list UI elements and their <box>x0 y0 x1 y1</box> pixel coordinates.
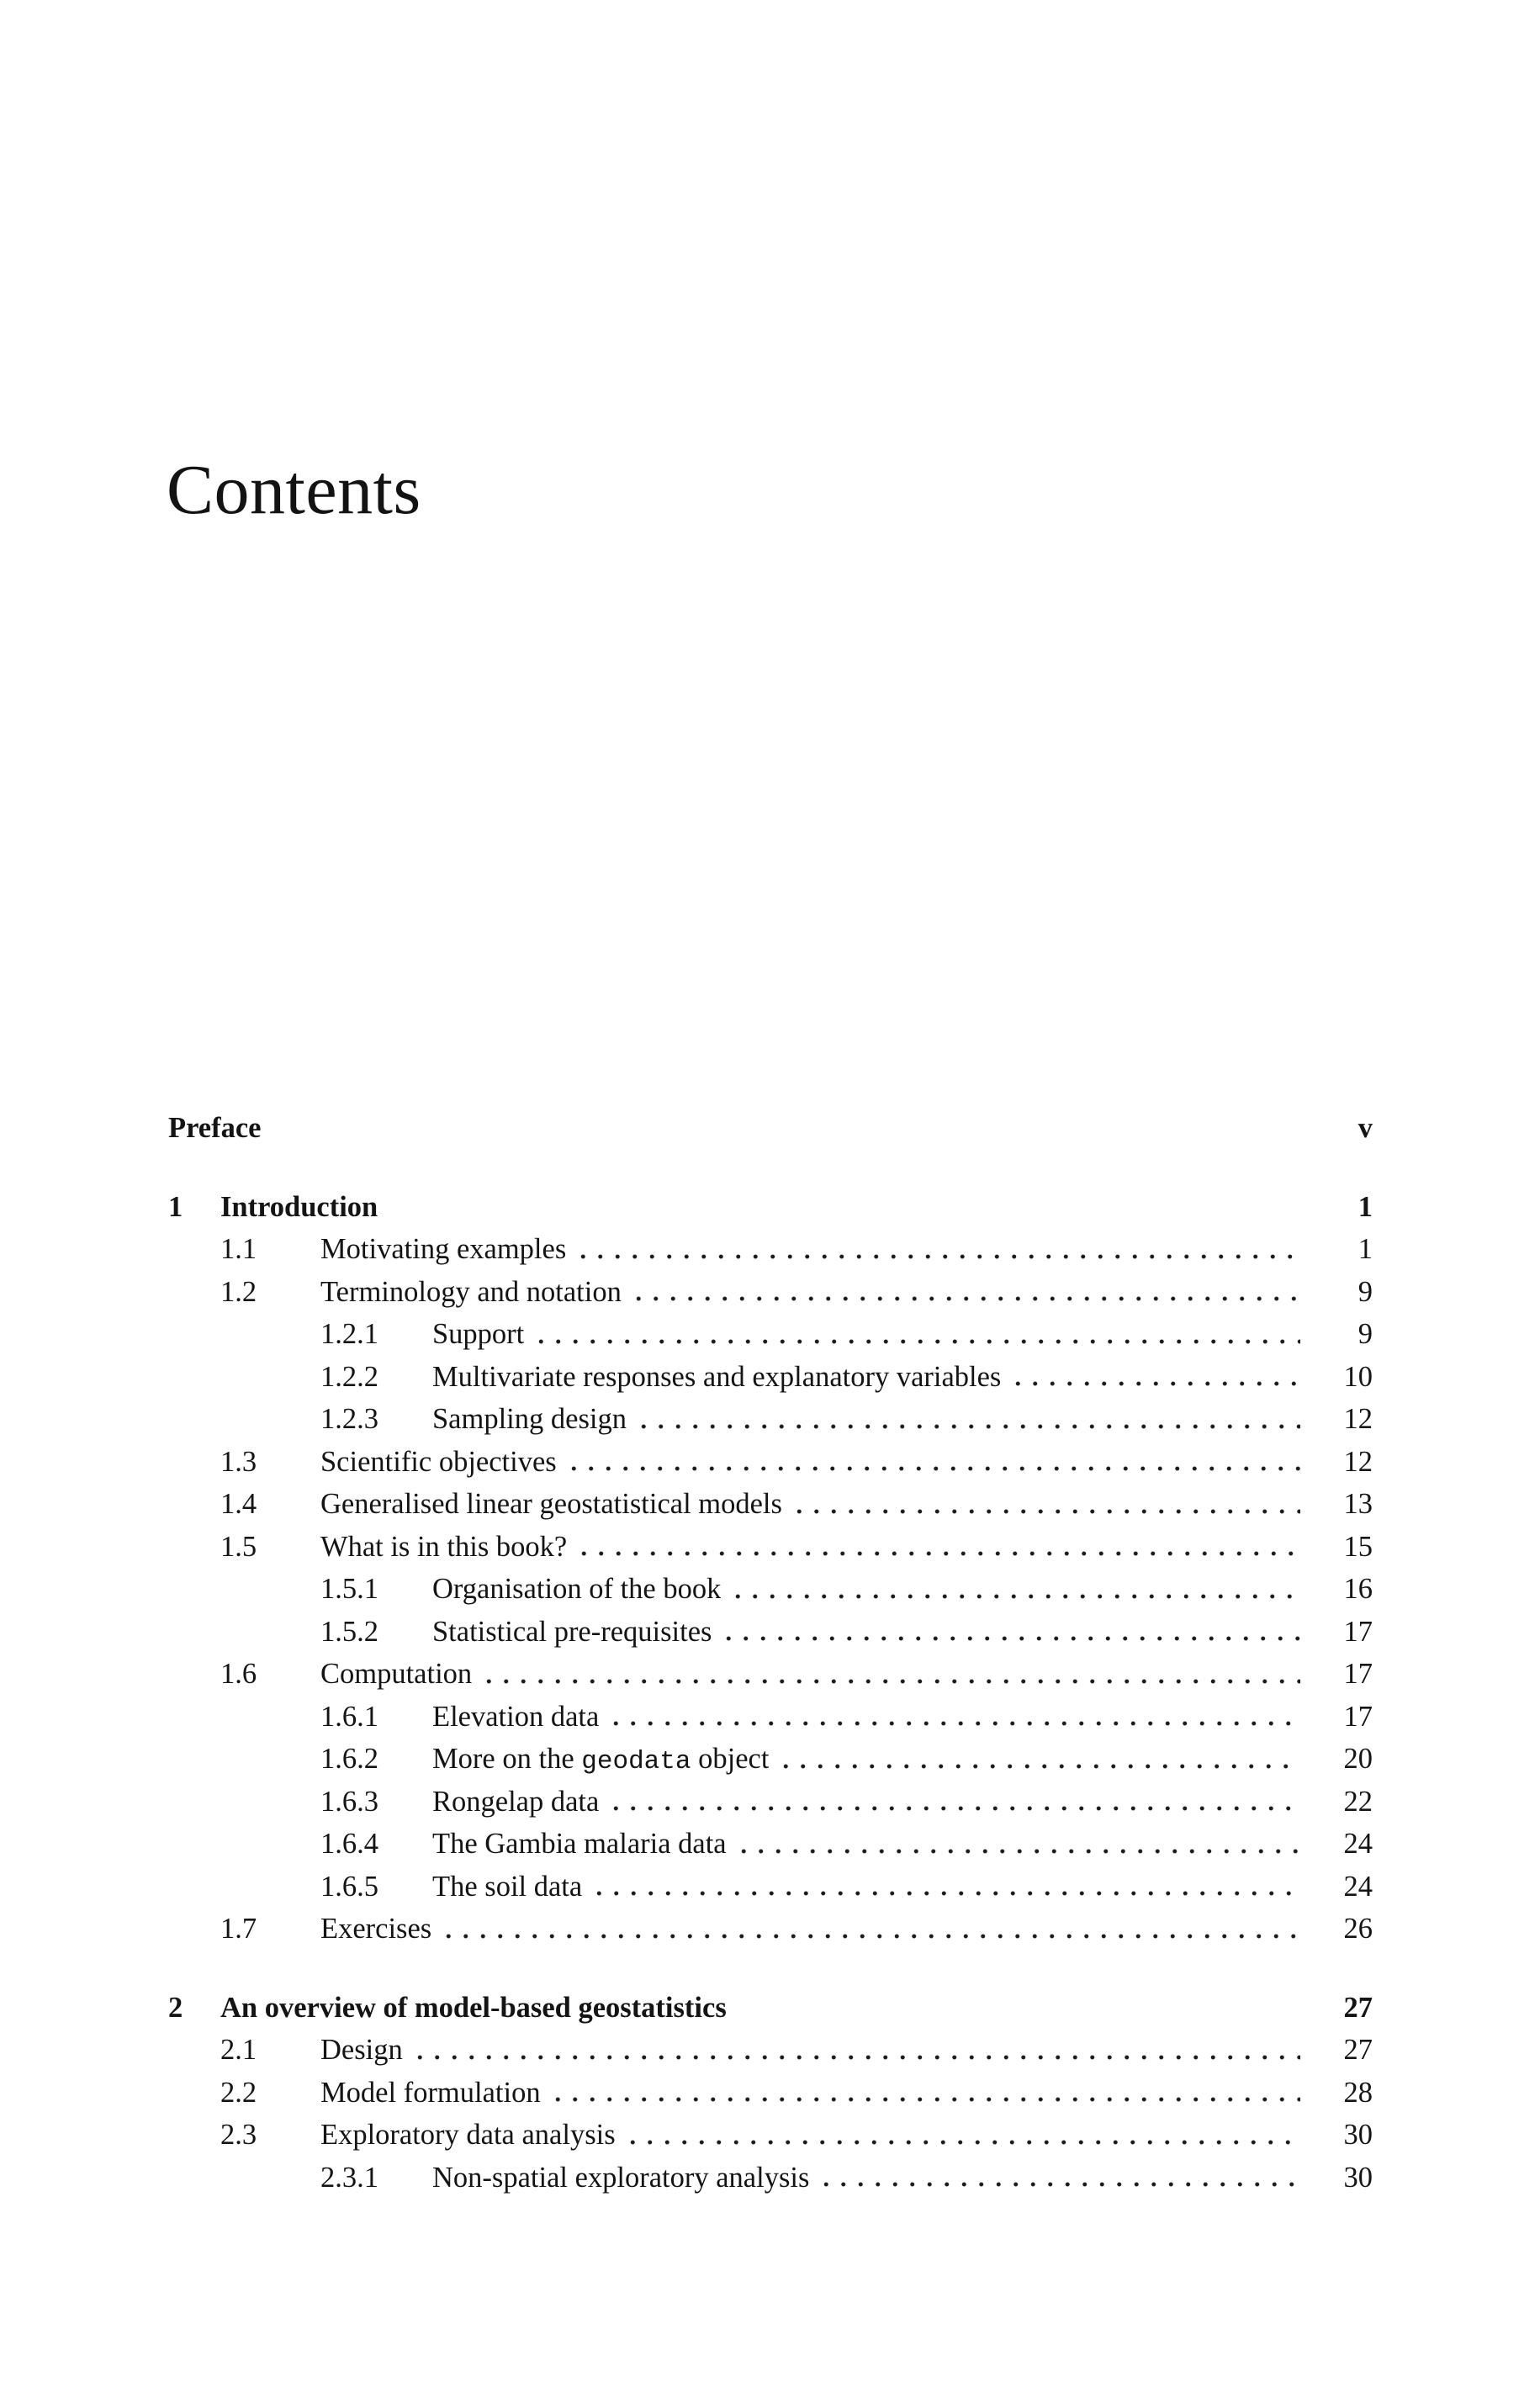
table-of-contents <box>168 1107 1373 2199</box>
toc-entry-title: Elevation data <box>432 1700 600 1733</box>
toc-entry-page: 16 <box>1343 1573 1373 1605</box>
toc-entry-page: 26 <box>1343 1913 1373 1945</box>
toc-entry-title: Multivariate responses and explanatory variables <box>432 1360 1002 1393</box>
toc-entry-number: 2.1 <box>220 2034 257 2066</box>
toc-entry-title: Preface <box>168 1112 262 1144</box>
toc-entry-number: 1.2.3 <box>320 1403 378 1435</box>
toc-entry-page: 17 <box>1343 1615 1373 1648</box>
toc-entry-page: 28 <box>1343 2076 1373 2109</box>
toc-entry <box>168 1398 1373 1441</box>
dot-leader <box>440 1908 1300 1951</box>
toc-entry-number: 1.5.1 <box>320 1573 378 1605</box>
toc-entry <box>168 1356 1373 1399</box>
toc-entry-page: 17 <box>1343 1700 1373 1733</box>
toc-entry-page: 15 <box>1343 1530 1373 1563</box>
toc-entry <box>168 1313 1373 1356</box>
dot-leader <box>635 1398 1300 1441</box>
toc-entry <box>168 1568 1373 1611</box>
contents-heading: Contents <box>167 451 421 529</box>
toc-entry-page: 9 <box>1357 1318 1373 1350</box>
toc-entry-title: Non-spatial exploratory analysis <box>432 2161 810 2194</box>
toc-entry-number: 1.6.3 <box>320 1785 378 1818</box>
toc-entry-title: Sampling design <box>432 1403 627 1435</box>
toc-entry <box>168 2114 1373 2157</box>
toc-entry <box>168 1866 1373 1908</box>
toc-entry-page: 13 <box>1343 1488 1373 1520</box>
toc-entry-number: 1.6.4 <box>320 1828 378 1860</box>
toc-entry-title: Rongelap data <box>432 1785 600 1818</box>
dot-leader <box>729 1568 1300 1611</box>
dot-leader <box>575 1526 1300 1569</box>
dot-leader <box>735 1987 1300 2030</box>
toc-entry-title: Organisation of the book <box>432 1573 722 1605</box>
toc-entry <box>168 1228 1373 1271</box>
dot-leader <box>386 1186 1300 1229</box>
toc-entry-page: 27 <box>1343 2034 1373 2066</box>
dot-leader <box>532 1313 1300 1356</box>
toc-entry-page: 20 <box>1343 1743 1373 1775</box>
toc-entry-number: 1.2 <box>220 1275 257 1308</box>
toc-entry-title: Generalised linear geostatistical models <box>320 1488 782 1520</box>
toc-entry-number: 1.6.5 <box>320 1870 378 1903</box>
toc-entry-number: 2.3 <box>220 2119 257 2151</box>
toc-entry-title: Exercises <box>320 1913 432 1945</box>
toc-entry-preface <box>168 1107 1373 1150</box>
toc-entry-number: 2.2 <box>220 2076 257 2109</box>
dot-leader <box>565 1441 1300 1484</box>
dot-leader <box>411 2029 1300 2072</box>
toc-entry-page: 24 <box>1343 1828 1373 1860</box>
toc-entry <box>168 1781 1373 1824</box>
toc-entry-number: 2 <box>168 1991 183 2024</box>
toc-entry-number: 1.6.1 <box>320 1700 378 1733</box>
toc-entry <box>168 1483 1373 1526</box>
toc-entry-title: Motivating examples <box>320 1233 567 1265</box>
dot-leader <box>1009 1356 1300 1399</box>
dot-leader <box>607 1781 1300 1824</box>
toc-entry-page: v <box>1357 1112 1373 1144</box>
toc-entry-page: 1 <box>1357 1190 1373 1223</box>
toc-entry-number: 1.6.2 <box>320 1743 378 1775</box>
toc-entry <box>168 2157 1373 2199</box>
toc-entry-title-code: geodata <box>581 1747 691 1776</box>
toc-entry <box>168 1653 1373 1696</box>
toc-entry-number: 1.5 <box>220 1530 257 1563</box>
toc-entry <box>168 1271 1373 1314</box>
toc-entry-page: 1 <box>1357 1233 1373 1265</box>
toc-entry-number: 1.4 <box>220 1488 257 1520</box>
toc-entry <box>168 2072 1373 2115</box>
toc-entry-number: 1 <box>168 1190 183 1223</box>
toc-entry-number: 1.6 <box>220 1658 257 1690</box>
toc-entry-title: An overview of model-based geostatistics <box>220 1991 727 2024</box>
dot-leader <box>630 1271 1300 1314</box>
dot-leader <box>607 1696 1300 1739</box>
toc-entry-number: 2.3.1 <box>320 2161 378 2194</box>
dot-leader <box>624 2114 1300 2157</box>
toc-entry <box>168 2029 1373 2072</box>
toc-entry-number: 1.3 <box>220 1445 257 1478</box>
toc-entry-title <box>432 1738 769 1781</box>
dot-leader <box>574 1228 1300 1271</box>
toc-entry-title: The soil data <box>432 1870 583 1903</box>
toc-entry-title: What is in this book? <box>320 1530 568 1563</box>
toc-entry-number: 1.2.2 <box>320 1360 378 1393</box>
toc-entry-title: Statistical pre-requisites <box>432 1615 712 1648</box>
toc-entry-page: 27 <box>1343 1991 1373 2024</box>
dot-leader <box>777 1738 1300 1781</box>
toc-entry-page: 30 <box>1343 2161 1373 2194</box>
toc-entry-chapter <box>168 1186 1373 1229</box>
toc-entry-title: Terminology and notation <box>320 1275 622 1308</box>
toc-entry-title: Support <box>432 1318 525 1350</box>
toc-entry-title: Introduction <box>220 1190 378 1223</box>
toc-entry-title: Design <box>320 2034 403 2066</box>
toc-entry-number: 1.5.2 <box>320 1615 378 1648</box>
dot-leader <box>818 2157 1300 2199</box>
toc-entry <box>168 1696 1373 1739</box>
toc-entry <box>168 1526 1373 1569</box>
toc-entry-number: 1.2.1 <box>320 1318 378 1350</box>
dot-leader <box>791 1483 1300 1526</box>
toc-entry-page: 22 <box>1343 1785 1373 1818</box>
toc-entry <box>168 1738 1373 1781</box>
toc-entry <box>168 1611 1373 1654</box>
toc-entry-title: Exploratory data analysis <box>320 2119 616 2151</box>
dot-leader <box>590 1866 1300 1908</box>
dot-leader <box>480 1653 1300 1696</box>
toc-entry-title-post: object <box>691 1743 770 1775</box>
toc-entry-number: 1.1 <box>220 1233 257 1265</box>
toc-entry-title-pre: More on the <box>432 1743 582 1775</box>
toc-entry-title: Model formulation <box>320 2076 541 2109</box>
toc-entry-page: 30 <box>1343 2119 1373 2151</box>
toc-entry <box>168 1908 1373 1951</box>
toc-entry-page: 12 <box>1343 1403 1373 1435</box>
toc-entry-title: Computation <box>320 1658 473 1690</box>
toc-entry <box>168 1441 1373 1484</box>
toc-entry-title: Scientific objectives <box>320 1445 557 1478</box>
toc-entry-page: 12 <box>1343 1445 1373 1478</box>
dot-leader <box>549 2072 1300 2115</box>
toc-entry-page: 10 <box>1343 1360 1373 1393</box>
toc-entry-chapter <box>168 1987 1373 2030</box>
toc-entry-page: 17 <box>1343 1658 1373 1690</box>
dot-leader <box>720 1611 1300 1654</box>
dot-leader <box>269 1107 1300 1150</box>
dot-leader <box>735 1823 1300 1866</box>
toc-entry <box>168 1823 1373 1866</box>
toc-entry-page: 9 <box>1357 1275 1373 1308</box>
toc-entry-page: 24 <box>1343 1870 1373 1903</box>
toc-entry-title: The Gambia malaria data <box>432 1828 727 1860</box>
toc-entry-number: 1.7 <box>220 1913 257 1945</box>
